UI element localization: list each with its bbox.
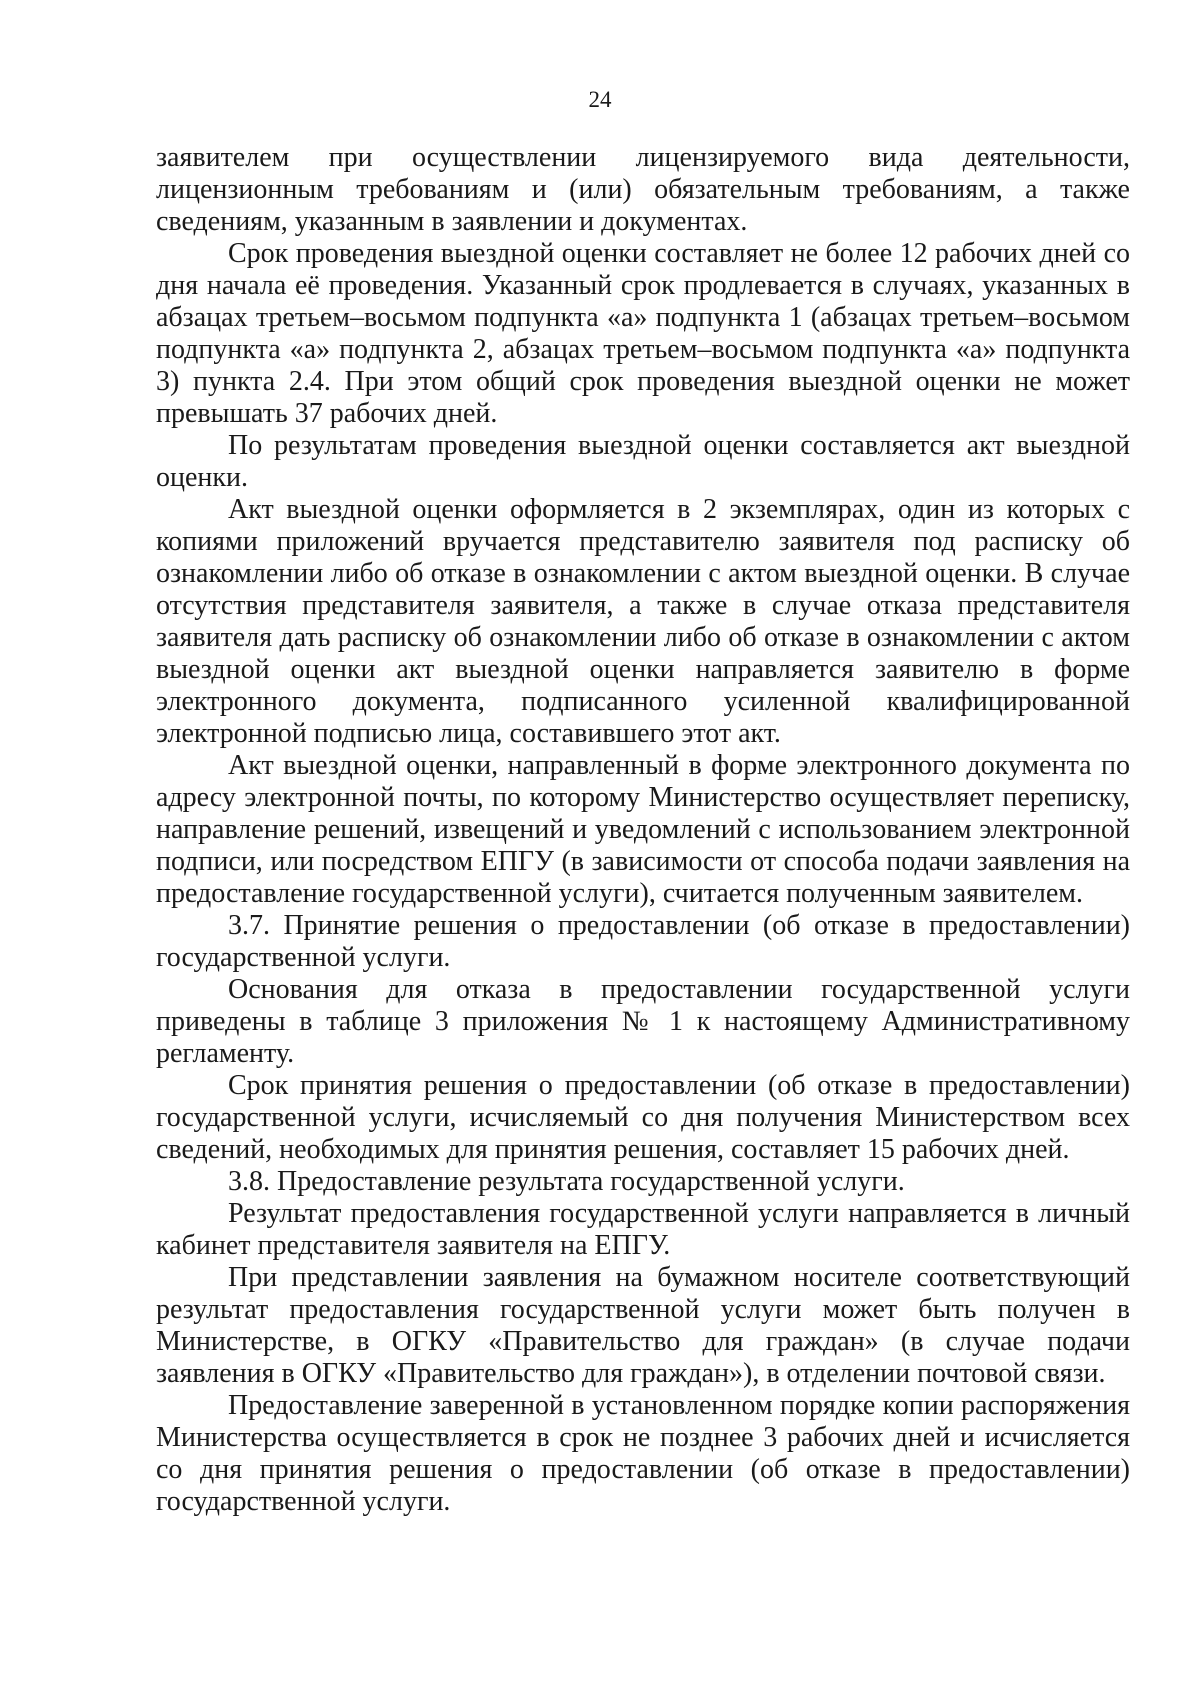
paragraph: Акт выездной оценки, направленный в форме электронного документа по адресу электронной почты, по которому Министерство осуществляет переписку, направление решений, извещений и уведомлений с использованием электронной подписи, или посредством ЕПГУ (в зависимости от способа подачи заявления на предоставление государственной услуги), считается полученным заявителем. [156, 750, 1130, 909]
paragraph: Основания для отказа в предоставлении государственной услуги приведены в таблице 3 приложения № 1 к настоящему Административному регламенту. [156, 974, 1130, 1069]
paragraph: Срок проведения выездной оценки составляет не более 12 рабочих дней со дня начала её проведения. Указанный срок продлевается в случаях, указанных в абзацах третьем–восьмом подпункта «а» подпункта 1 (абзацах третьем–восьмом подпункта «а» подпункта 2, абзацах третьем–восьмом подпункта «а» подпункта 3) пункта 2.4. При этом общий срок проведения выездной оценки не может превышать 37 рабочих дней. [156, 238, 1130, 429]
page-number: 24 [588, 87, 612, 112]
paragraph: При представлении заявления на бумажном носителе соответствующий результат предоставления государственной услуги может быть получен в Министерстве, в ОГКУ «Правительство для граждан» (в случае подачи заявления в ОГКУ «Правительство для граждан»), в отделении почтовой связи. [156, 1262, 1130, 1389]
document-body [156, 142, 1130, 1518]
section-heading: 3.8. Предоставление результата государственной услуги. [228, 1166, 905, 1197]
paragraph: Результат предоставления государственной услуги направляется в личный кабинет представителя заявителя на ЕПГУ. [156, 1198, 1130, 1261]
paragraph: Акт выездной оценки оформляется в 2 экземплярах, один из которых с копиями приложений вручается представителю заявителя под расписку об ознакомлении либо об отказе в ознакомлении с актом выездной оценки. В случае отсутствия представителя заявителя, а также в случае отказа представителя заявителя дать расписку об ознакомлении либо об отказе в ознакомлении с актом выездной оценки акт выездной оценки направляется заявителю в форме электронного документа, подписанного усиленной квалифицированной электронной подписью лица, составившего этот акт. [156, 494, 1130, 749]
paragraph: Срок принятия решения о предоставлении (об отказе в предоставлении) государственной услуги, исчисляемый со дня получения Министерством всех сведений, необходимых для принятия решения, составляет 15 рабочих дней. [156, 1070, 1130, 1165]
section-heading: 3.7. Принятие решения о предоставлении (об отказе в предоставлении) государственной услуги. [156, 910, 1130, 973]
paragraph: По результатам проведения выездной оценки составляется акт выездной оценки. [156, 430, 1130, 493]
paragraph: заявителем при осуществлении лицензируемого вида деятельности, лицензионным требованиям и (или) обязательным требованиям, а также сведениям, указанным в заявлении и документах. [156, 142, 1130, 237]
paragraph: Предоставление заверенной в установленном порядке копии распоряжения Министерства осуществляется в срок не позднее 3 рабочих дней и исчисляется со дня принятия решения о предоставлении (об отказе в предоставлении) государственной услуги. [156, 1390, 1130, 1517]
